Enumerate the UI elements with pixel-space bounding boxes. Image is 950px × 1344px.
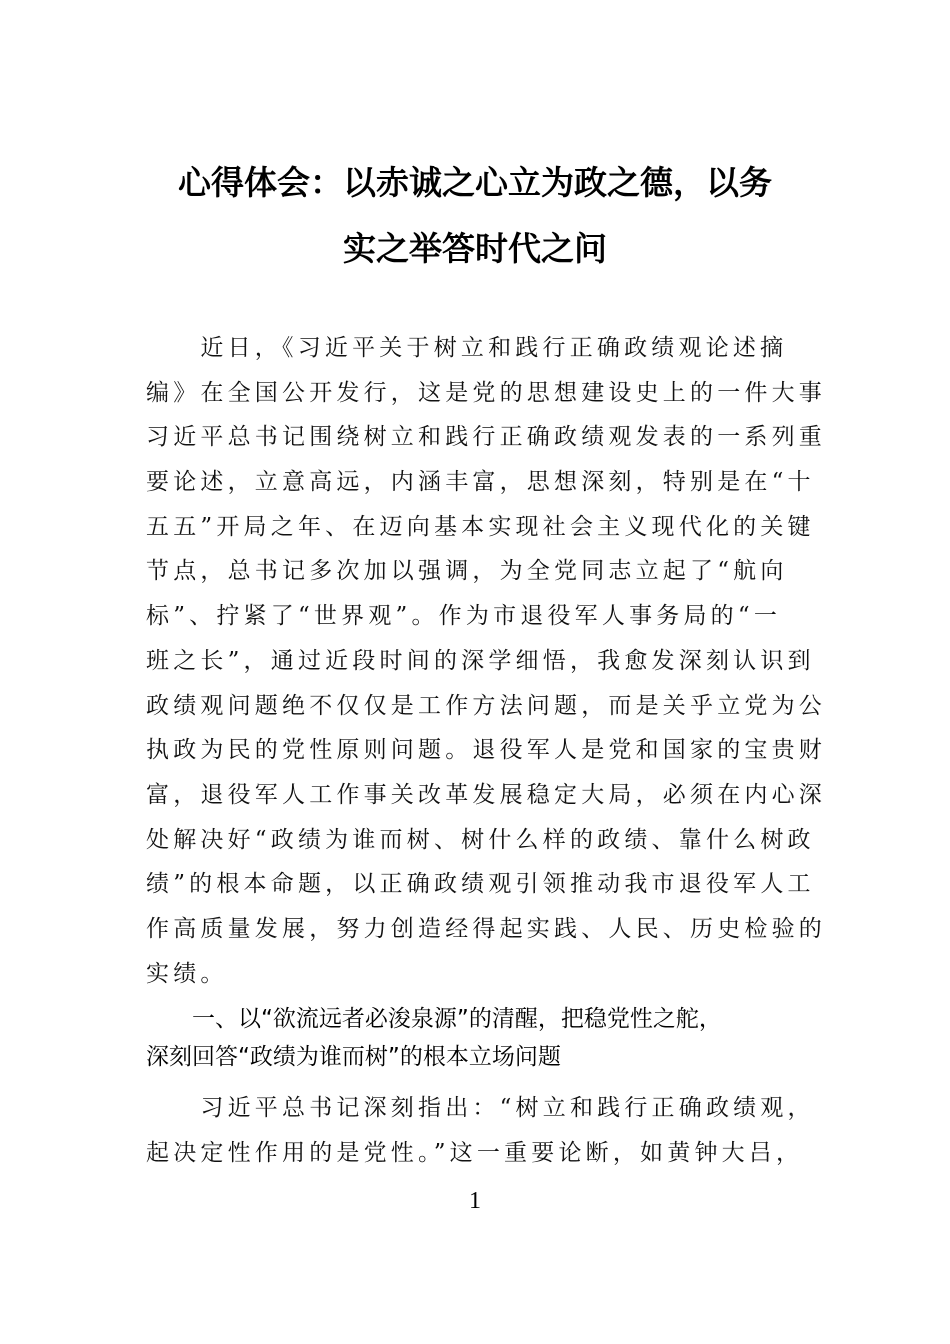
page-number: 1 [469, 1188, 481, 1214]
text-line: 标”、拧紧了“世界观”。作为市退役军人事务局的“一 [146, 603, 782, 630]
text-line: 习近平总书记围绕树立和践行正确政绩观发表的一系列重 [146, 424, 826, 451]
paragraph-1 [146, 326, 826, 996]
document-title [120, 150, 830, 282]
title-line: 实之举答时代之问 [343, 229, 607, 268]
title-line: 心得体会：以赤诚之心立为政之德，以务 [178, 163, 772, 202]
text-line: 节点，总书记多次加以强调，为全党同志立起了“航向 [146, 558, 788, 585]
section-heading-1 [146, 1000, 836, 1076]
heading-line: 一、以“欲流远者必浚泉源”的清醒，把稳党性之舵， [146, 1006, 722, 1032]
text-line: 班之长”，通过近段时间的深学细悟，我愈发深刻认识到 [146, 647, 815, 674]
text-line: 处解决好“政绩为谁而树、树什么样的政绩、靠什么树政 [146, 826, 815, 853]
text-line: 近日，《习近平关于树立和践行正确政绩观论述摘 [146, 335, 788, 361]
text-line: 编》在全国公开发行，这是党的思想建设史上的一件大事 [146, 379, 826, 406]
text-line: 实绩。 [146, 960, 228, 987]
heading-line: 深刻回答“政绩为谁而树”的根本立场问题 [146, 1044, 561, 1070]
text-line: 绩”的根本命题，以正确政绩观引领推动我市退役军人工 [146, 871, 815, 898]
text-line: 要论述，立意高远，内涵丰富，思想深刻，特别是在“十 [146, 469, 815, 496]
text-line: 习近平总书记深刻指出：“树立和践行正确政绩观， [146, 1095, 815, 1121]
text-line: 政绩观问题绝不仅仅是工作方法问题，而是关乎立党为公 [146, 692, 826, 719]
paragraph-2 [146, 1086, 814, 1175]
text-line: 执政为民的党性原则问题。退役军人是党和国家的宝贵财 [146, 737, 826, 764]
text-line: 作高质量发展，努力创造经得起实践、人民、历史检验的 [146, 915, 826, 942]
text-line: 五五”开局之年、在迈向基本实现社会主义现代化的关键 [146, 513, 815, 540]
text-line: 起决定性作用的是党性。”这一重要论断，如黄钟大吕， [146, 1139, 804, 1166]
text-line: 富，退役军人工作事关改革发展稳定大局，必须在内心深 [146, 781, 826, 808]
